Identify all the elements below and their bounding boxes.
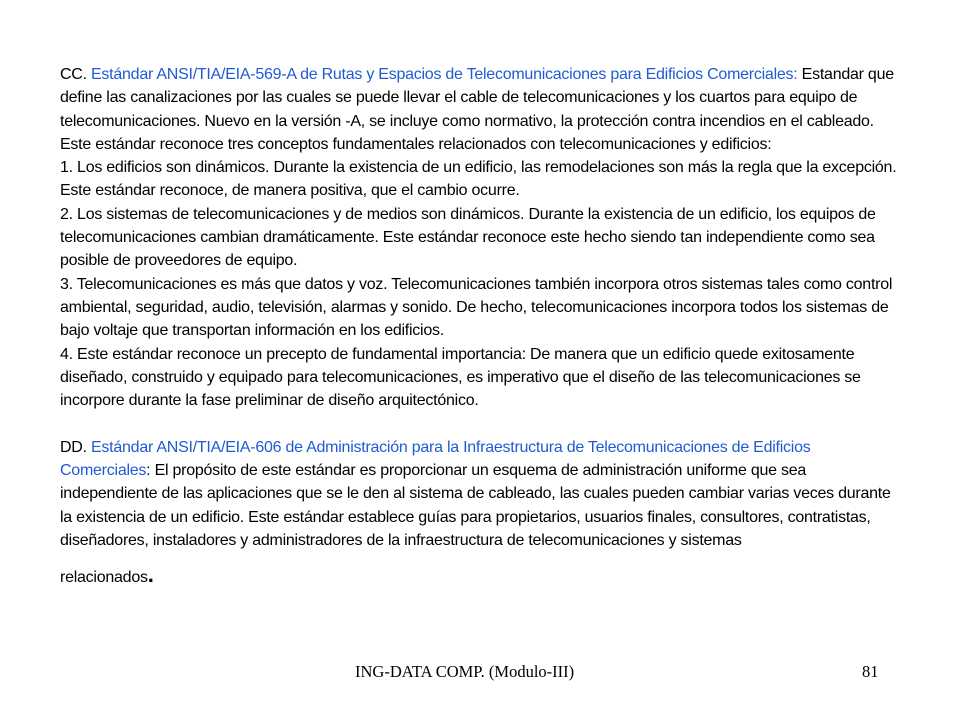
section-dd-intro: [60, 436, 900, 552]
section-cc-item-3: 3. Telecomunicaciones es más que datos y voz. Telecomunicaciones también incorpora otros sistemas tales como control ambiental, seguridad, audio, televisión, alarmas y sonido. De hecho, telecomunicaciones incorpora todos los sistemas de bajo voltaje que transportan información en los edificios.: [60, 275, 893, 340]
section-dd-colon: :: [146, 462, 151, 480]
section-cc-item-1: 1. Los edificios son dinámicos. Durante la existencia de un edificio, las remodelaciones son más la regla que la excepción. Este estándar reconoce, de manera positiva, que el cambio ocurre.: [60, 159, 897, 200]
paragraph-spacer: [60, 412, 900, 435]
section-dd-body: El propósito de este estándar es proporcionar un esquema de administración uniforme que sea independiente de las aplicaciones que se le den al sistema de cableado, las cuales pueden cambiar varias veces durante la existencia de un edificio. Este estándar establece guías para propietarios, usuarios finales, consultores, contratistas, diseñadores, instaladores y administradores de la infraestructura de telecomunicaciones y sistemas: [60, 462, 891, 549]
section-cc-intro: [60, 63, 900, 156]
section-cc-title: Estándar ANSI/TIA/EIA-569-A de Rutas y Espacios de Telecomunicaciones para Edificios Comerciales: [91, 66, 794, 83]
section-cc-item-4: 4. Este estándar reconoce un precepto de fundamental importancia: De manera que un edificio quede exitosamente diseñado, construido y equipado para telecomunicaciones, es imperativo que el diseño de las telecomunicaciones se incorpore durante la fase preliminar de diseño arquitectónico.: [60, 345, 861, 410]
section-dd-final-dot: .: [147, 562, 154, 588]
section-cc-colon: :: [793, 66, 798, 83]
section-dd-last-word: relacionados: [60, 569, 148, 587]
section-dd-last-line: [60, 563, 900, 589]
footer-title: ING-DATA COMP. (Modulo-III): [355, 662, 575, 681]
section-cc-item-2: 2. Los sistemas de telecomunicaciones y de medios son dinámicos. Durante la existencia de un edificio, los equipos de telecomunicaciones cambian dramáticamente. Este estándar reconoce este hecho siendo tan independiente como sea posible de proveedores de equipo.: [60, 205, 876, 270]
section-dd-prefix: DD.: [60, 438, 91, 456]
slide-body: [60, 63, 900, 590]
page-number: 81: [862, 662, 879, 681]
section-cc-body: Estandar que define las canalizaciones por las cuales se puede llevar el cable de telecomunicaciones y los cuartos para equipo de telecomunicaciones. Nuevo en la versión -A, se incluye como normativo, la protección contra incendios en el cableado. Este estándar reconoce tres conceptos fundamentales relacionados con telecomunicaciones y edificios:: [60, 66, 894, 153]
section-cc-prefix: CC.: [60, 66, 91, 83]
section-dd-title: Estándar ANSI/TIA/EIA-606 de Administración para la Infraestructura de Telecomunicaciones de Edificios Comerciales: [60, 438, 811, 480]
